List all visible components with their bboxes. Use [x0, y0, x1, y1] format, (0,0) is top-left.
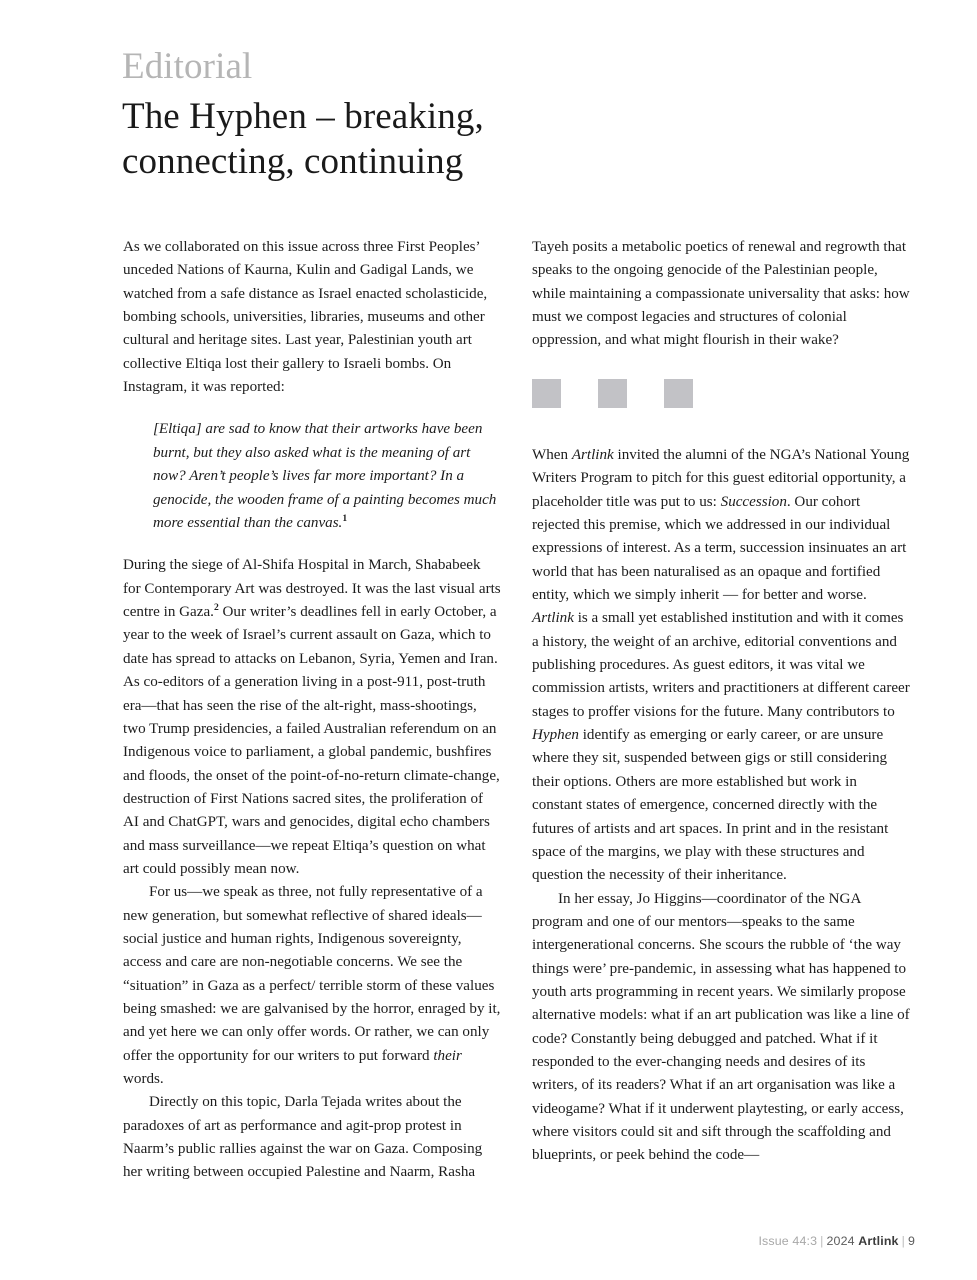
footer-separator-1: |	[820, 1234, 824, 1248]
emphasis-their: their	[433, 1047, 462, 1064]
emphasis-artlink-2: Artlink	[532, 610, 574, 627]
paragraph-artlink-invited	[532, 444, 910, 888]
paragraph-tayeh: Tayeh posits a metabolic poetics of renewal and regrowth that speaks to the ongoing genocide of the Palestinian people, while maintaining a compassionate universality that asks: how must we compost legacies and structures of colonial oppression, and what might flourish in their wake?	[532, 239, 910, 349]
paragraph-for-us-part-a: For us—we speak as three, not fully representative of a new generation, but somewhat reflective of shared ideals—social justice and human rights, Indigenous sovereignty, access and care are non-negotiable concerns. We see the “situation” in Gaza as a perfect/ terrible storm of these values being smashed: we are galvanised by the horror, enraged by it, and yet here we can only offer words. Or rather, we can only offer the opportunity for our writers to put forward	[123, 884, 501, 1064]
paragraph-tejada: Directly on this topic, Darla Tejada writes about the paradoxes of art as performance and agit-prop protest in Naarm’s public rallies against the war on Gaza. Composing her writing between occupied Palestine and Naarm, Rasha	[123, 1094, 483, 1181]
section-divider-squares	[532, 379, 693, 408]
page-header	[122, 44, 762, 184]
page-title	[122, 94, 762, 184]
right-column-block-top	[532, 236, 910, 353]
divider-square-1	[532, 379, 561, 408]
divider-square-3	[664, 379, 693, 408]
emphasis-artlink-1: Artlink	[571, 447, 614, 463]
divider-square-2	[598, 379, 627, 408]
page-title-line-2: connecting, continuing	[122, 141, 464, 182]
paragraph-shababeek-part-b: Our writer’s deadlines fell in early October, a year to the week of Israel’s current assault on Gaza, which to date has spread to attacks on Lebanon, Syria, Yemen and Iran. As co-editors of a generation living in a post-911, post-truth era—that has seen the rise of the alt-right, mass-shootings, two Trump presidencies, a failed Australian referendum on an Indigenous voice to parliament, a global pandemic, bushfires and floods, the onset of the point-of-no-return climate-change, destruction of First Nations sacred sites, the proliferation of AI and ChatGPT, wars and genocides, digital echo chambers and mass surveillance—we repeat Eltiqa’s question on what art could possibly mean now.	[123, 604, 500, 877]
paragraph-artlink-part-e: identify as emerging or early career, or are unsure where they sit, suspended between gigs or still considering their options. Others are more established but work in constant states of emergence, concerned directly with the futures of artists and art spaces. In print and in the resistant space of the margins, we play with these structures and question the necessity of their inheritance.	[532, 727, 889, 884]
paragraph-artlink-part-c: . Our cohort rejected this premise, which we addressed in our individual expressions of interest. As a term, succession insinuates an art world that has been naturalised as an opaque and fortified entity, which we simply inherit — for better and worse.	[532, 493, 907, 604]
paragraph-for-us-part-b: words.	[123, 1071, 164, 1087]
body-column-left	[123, 236, 501, 1185]
paragraph-higgins: In her essay, Jo Higgins—coordinator of the NGA program and one of our mentors—speaks to the same intergenerational concerns. She scours the rubble of ‘the way things were’ pre-pandemic, in assessing what has happened to youth arts programming in recent years. We similarly propose alternative models: what if an art publication was like a line of code? Constantly being debugged and patched. What if it responded to the ever-changing needs and desires of its writers, of its readers? What if an art organisation was like a videogame? What if it underwent playtesting, or early access, where visitors could sit and sift through the scaffolding and blueprints, or peek behind the code—	[532, 890, 910, 1164]
paragraph-artlink-part-b: invited the alumni of the NGA’s National Young Writers Program to pitch for this guest editorial opportunity, a placeholder title was put to us:	[532, 447, 910, 510]
paragraph-for-us	[123, 881, 501, 1091]
pull-quote	[123, 418, 501, 535]
footer-separator-2: |	[901, 1234, 905, 1248]
page-title-line-1: The Hyphen – breaking,	[122, 96, 484, 137]
right-column-block-bottom	[532, 444, 910, 1168]
page-footer	[758, 1233, 915, 1249]
footer-brand: Artlink	[858, 1234, 899, 1248]
emphasis-succession: Succession	[720, 493, 787, 510]
paragraph-artlink-part-a: When	[532, 447, 572, 463]
paragraph-intro: As we collaborated on this issue across three First Peoples’ unceded Nations of Kaurna, Kulin and Gadigal Lands, we watched from a safe distance as Israel enacted scholasticide, bombing schools, universities, libraries, museums and other cultural and heritage sites. Last year, Palestinian youth art collective Eltiqa lost their gallery to Israeli bombs. On Instagram, it was reported:	[123, 239, 488, 396]
pull-quote-body: [Eltiqa] are sad to know that their artworks have been burnt, but they also asked what is the meaning of art now? Aren’t people’s lives far more important? In a genocide, the wooden frame of a painting becomes much more essential than the canvas.	[153, 421, 497, 532]
footer-year: 2024	[826, 1234, 855, 1248]
footer-issue: Issue 44:3	[758, 1234, 818, 1248]
paragraph-shababeek	[123, 554, 501, 881]
footer-page-number: 9	[907, 1234, 915, 1248]
emphasis-hyphen: Hyphen	[532, 727, 579, 744]
footnote-marker-1: 1	[342, 513, 348, 524]
paragraph-artlink-part-d: is a small yet established institution and with it comes a history, the weight of an archive, editorial conventions and publishing procedures. As guest editors, it was vital we commission artists, writers and practitioners at different career stages to proffer visions for the future. Many contributors to	[532, 610, 910, 720]
paragraph-shababeek-part-a: During the siege of Al-Shifa Hospital in March, Shababeek for Contemporary Art was destroyed. It was the last visual arts centre in Gaza.	[123, 557, 501, 621]
footnote-marker-2: 2	[213, 602, 219, 614]
pull-quote-text	[153, 418, 501, 535]
section-kicker: Editorial	[122, 46, 253, 87]
